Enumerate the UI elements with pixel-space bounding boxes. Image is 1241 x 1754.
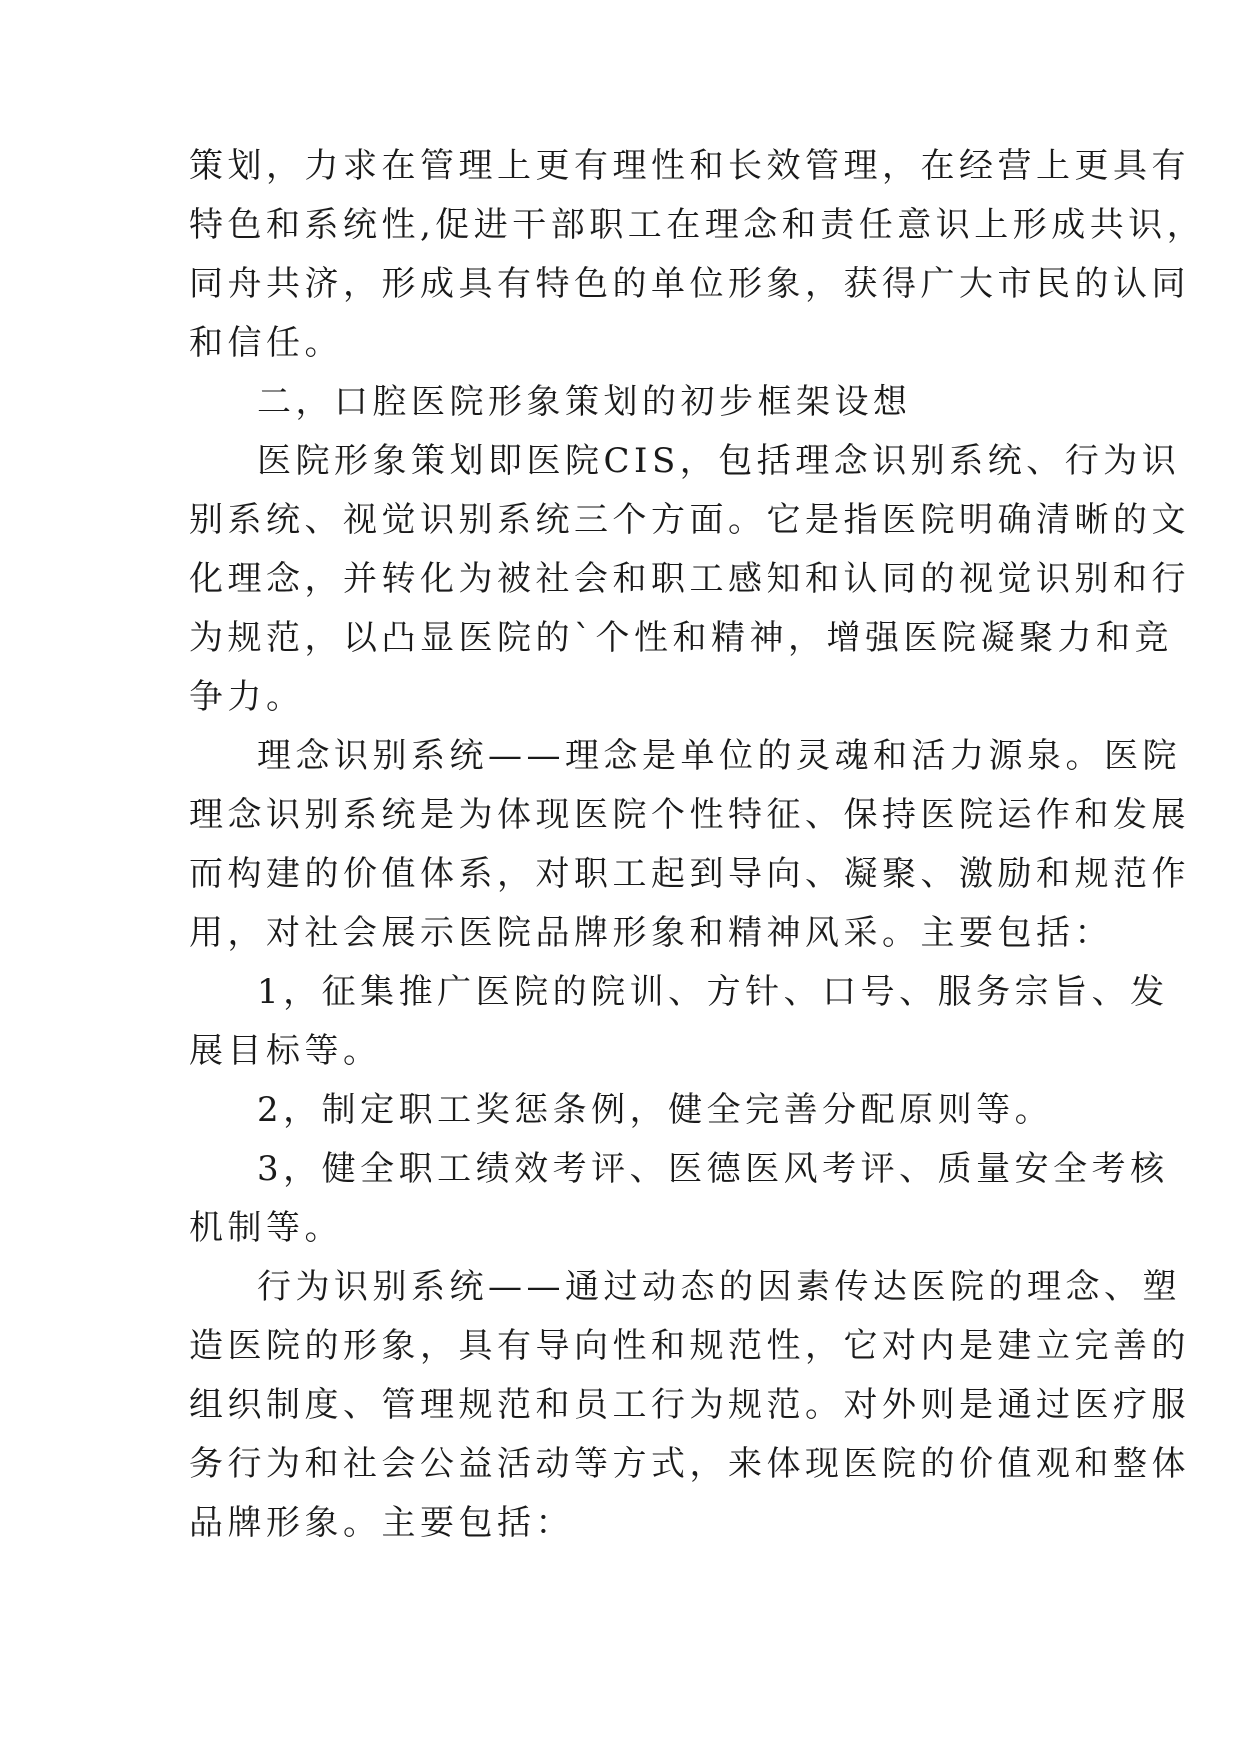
body-text-line: 别系统、视觉识别系统三个方面。它是指医院明确清晰的文: [189, 500, 1190, 540]
body-text-line: 用，对社会展示医院品牌形象和精神风采。主要包括：: [189, 913, 1113, 953]
list-item-1-cont: 展目标等。: [189, 1031, 382, 1071]
body-text-line: 组织制度、管理规范和员工行为规范。对外则是通过医疗服: [189, 1385, 1190, 1425]
list-item-2: 2，制定职工奖惩条例，健全完善分配原则等。: [257, 1090, 1054, 1130]
body-text-line: 品牌形象。主要包括：: [189, 1503, 574, 1543]
list-item-3-cont: 机制等。: [189, 1208, 343, 1248]
body-text-line: 而构建的价值体系，对职工起到导向、凝聚、激励和规范作: [189, 854, 1190, 894]
body-text-line: 争力。: [189, 677, 305, 717]
section-heading: 二，口腔医院形象策划的初步框架设想: [257, 382, 912, 422]
body-text-line: 策划，力求在管理上更有理性和长效管理，在经营上更具有: [189, 146, 1190, 186]
body-text-line: 造医院的形象，具有导向性和规范性，它对内是建立完善的: [189, 1326, 1190, 1366]
body-text-line: 理念识别系统是为体现医院个性特征、保持医院运作和发展: [189, 795, 1190, 835]
body-text-line: 同舟共济，形成具有特色的单位形象，获得广大市民的认同: [189, 264, 1190, 304]
body-text-line: 医院形象策划即医院CIS，包括理念识别系统、行为识: [257, 441, 1181, 481]
list-item-1: 1，征集推广医院的院训、方针、口号、服务宗旨、发: [257, 972, 1169, 1012]
body-text-line: 化理念，并转化为被社会和职工感知和认同的视觉识别和行: [189, 559, 1190, 599]
body-text-line: 和信任。: [189, 323, 343, 363]
body-text-line: 为规范，以凸显医院的`个性和精神，增强医院凝聚力和竞: [189, 618, 1173, 658]
body-text-line: 理念识别系统——理念是单位的灵魂和活力源泉。医院: [257, 736, 1181, 776]
body-text-line: 特色和系统性,促进干部职工在理念和责任意识上形成共识，: [189, 205, 1206, 245]
body-text-line: 务行为和社会公益活动等方式，来体现医院的价值观和整体: [189, 1444, 1190, 1484]
list-item-3: 3，健全职工绩效考评、医德医风考评、质量安全考核: [257, 1149, 1169, 1189]
body-text-line: 行为识别系统——通过动态的因素传达医院的理念、塑: [257, 1267, 1181, 1307]
